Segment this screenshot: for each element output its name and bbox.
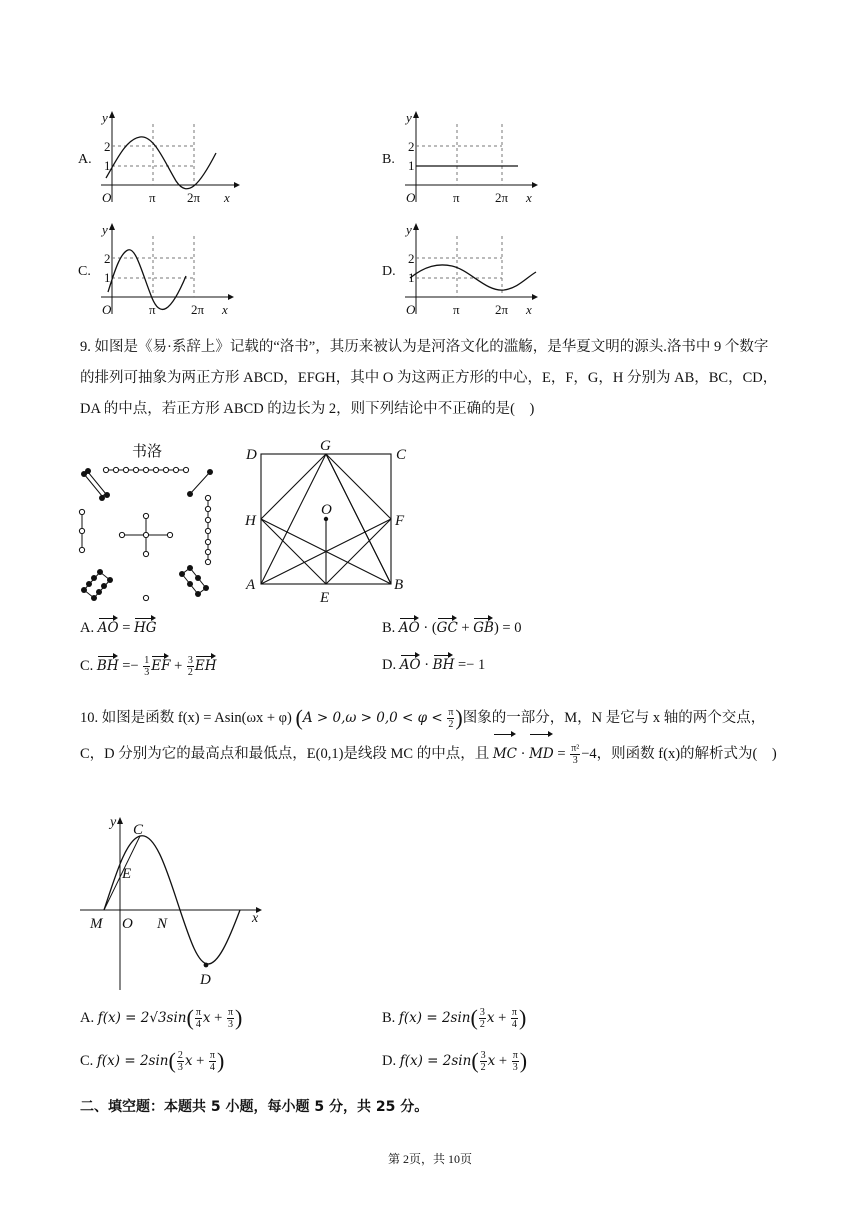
label-o: O	[321, 502, 332, 518]
origin-label: O	[406, 302, 416, 317]
q10-text-3: −4，则函数 f(x)的解析式为( )	[581, 746, 777, 762]
label-d: D	[246, 447, 257, 463]
q9-option-a-label: A.	[80, 620, 98, 636]
q10-label-m: M	[90, 916, 103, 932]
q9-text-2: 的是( )	[481, 401, 535, 417]
tick-pi: π	[453, 302, 460, 317]
q8-graph-d	[400, 218, 550, 318]
y-axis-label: y	[406, 110, 412, 125]
option-d-label: D.	[382, 264, 396, 279]
luoshu-title: 书洛	[132, 444, 163, 460]
q10-y-label: y	[110, 815, 117, 830]
origin-label: O	[406, 190, 416, 205]
q9-option-c-label: C.	[80, 657, 97, 674]
label-h: H	[245, 513, 256, 529]
q10-label-d: D	[200, 972, 211, 988]
q10-option-b: B. f(x) = 2sin( $\frac{3}{2}$ x + $\frac{\pi}{4}$ )	[382, 1005, 527, 1031]
q10-option-b-label: B.	[382, 1010, 399, 1026]
x-axis-label: x	[526, 190, 532, 205]
q10-label-e: E	[122, 866, 132, 882]
tick-1: 1	[408, 158, 415, 173]
option-a-label: A.	[78, 152, 92, 167]
origin-label: O	[102, 302, 112, 317]
tick-pi: π	[149, 190, 156, 205]
x-axis-label: x	[526, 302, 532, 317]
tick-pi: π	[149, 302, 156, 317]
luoshu-diagram	[72, 438, 222, 608]
q8-graph-b	[400, 106, 550, 206]
tick-2pi: 2π	[191, 302, 205, 317]
page-footer: 第 2页，共 10页	[387, 1152, 472, 1166]
option-b-label: B.	[382, 152, 395, 167]
q9-question-text	[80, 332, 780, 425]
label-e: E	[320, 590, 330, 606]
tick-2pi: 2π	[495, 302, 509, 317]
y-axis-label: y	[102, 110, 108, 125]
q10-label-n: N	[157, 916, 168, 932]
section-heading: 二、填空题：本题共 5 小题，每小题 5 分，共 25 分。	[80, 1099, 429, 1115]
tick-2: 2	[104, 251, 111, 266]
tick-pi: π	[453, 190, 460, 205]
label-g: G	[320, 438, 331, 454]
label-c: C	[396, 447, 407, 463]
q10-label-c: C	[133, 822, 144, 838]
q10-text-1: 10. 如图是函数 f(x) = Asin(ωx + φ)	[80, 710, 292, 726]
q10-sine-graph	[76, 814, 266, 994]
q10-option-a-label: A.	[80, 1010, 98, 1026]
q9-emphasis: 不正确 ·	[438, 401, 482, 417]
q9-option-b: B. AO · (GC + GB) = 0	[382, 620, 522, 636]
tick-2: 2	[408, 139, 415, 154]
y-axis-label: y	[102, 222, 108, 237]
q9-option-d-tail: =− 1	[454, 657, 486, 673]
q8-graph-c	[96, 218, 246, 318]
q9-option-a: A. AO = HG	[80, 620, 157, 636]
tick-2: 2	[408, 251, 415, 266]
tick-2pi: 2π	[187, 190, 201, 205]
q10-option-c-label: C.	[80, 1053, 97, 1069]
tick-1: 1	[408, 270, 415, 285]
q10-option-d: D. f(x) = 2sin( $\frac{3}{2}$ x + $\frac{\pi}{3}$ )	[382, 1048, 528, 1074]
label-f: F	[395, 513, 405, 529]
q10-option-c: C. f(x) = 2sin( $\frac{2}{3}$ x + $\frac{\pi}{4}$ )	[80, 1048, 225, 1074]
q9-text-1: 9. 如图是《易·系辞上》记载的“洛书”，其历来被认为是河洛文化的滥觞，是华夏文明的源头.洛书中 9 个数字的排列可抽象为两正方形 ABCD，EFGH，其中 O 为这两正方形的中心，E，F，G，H 分别为 AB，BC，CD，DA 的中点，若正方形 ABCD 的边长为 2，则下列结论中	[80, 339, 778, 417]
label-b: B	[394, 577, 404, 593]
square-diagram	[236, 438, 416, 608]
q10-question-text: 10. 如图是函数 f(x) = Asin(ωx + φ) (A > 0,ω > 0,0 < φ < $\frac{\pi}{2}$ )图象的一部分，M，N 是它与 x 轴的两个交点，C，D 分别为它的最高点和最低点，E(0,1)是线段 MC 的中点，且 MC · MD = $\frac{\text{π²}}{3}$ −4，则函数 f(x)的解析式为( )	[80, 700, 780, 772]
y-axis-label: y	[406, 222, 412, 237]
q9-option-b-tail: = 0	[498, 620, 522, 636]
q10-option-a-expr: f(x) = 2√3sin	[97, 1010, 187, 1026]
label-a: A	[246, 577, 256, 593]
tick-1: 1	[104, 158, 111, 173]
q10-option-a: A. f(x) = 2√3sin( $\frac{\pi}{4}$ x + $\frac{\pi}{3}$ )	[80, 1005, 243, 1031]
q8-graph-a	[96, 106, 246, 206]
q10-option-b-expr: f(x) = 2sin	[398, 1010, 471, 1026]
q9-option-d: D. AO · BH =− 1	[382, 657, 486, 673]
q10-label-o: O	[122, 916, 133, 932]
tick-1: 1	[104, 270, 111, 285]
x-axis-label: x	[224, 190, 230, 205]
x-axis-label: x	[222, 302, 228, 317]
origin-label: O	[102, 190, 112, 205]
q9-option-d-label: D.	[382, 657, 400, 673]
tick-2: 2	[104, 139, 111, 154]
q10-x-label: x	[252, 911, 259, 926]
q9-option-b-label: B.	[382, 620, 399, 636]
q10-option-c-expr: f(x) = 2sin	[96, 1053, 169, 1069]
q10-option-d-expr: f(x) = 2sin	[399, 1053, 472, 1069]
q10-option-d-label: D.	[382, 1053, 400, 1069]
q10-condition: A > 0,ω > 0,0 < φ <	[302, 710, 443, 726]
q10-text-2: 图象的一部分，M，N 是它与 x 轴的两个交点，C，D 分别为它的最高点和最低点，E(0,1)是线段 MC 的中点，且	[80, 710, 766, 762]
option-c-label: C.	[78, 264, 91, 279]
tick-2pi: 2π	[495, 190, 509, 205]
q9-option-c: C. BH =− $\frac{1}{3}$ EF + $\frac{3}{2}$ EH	[80, 655, 217, 678]
